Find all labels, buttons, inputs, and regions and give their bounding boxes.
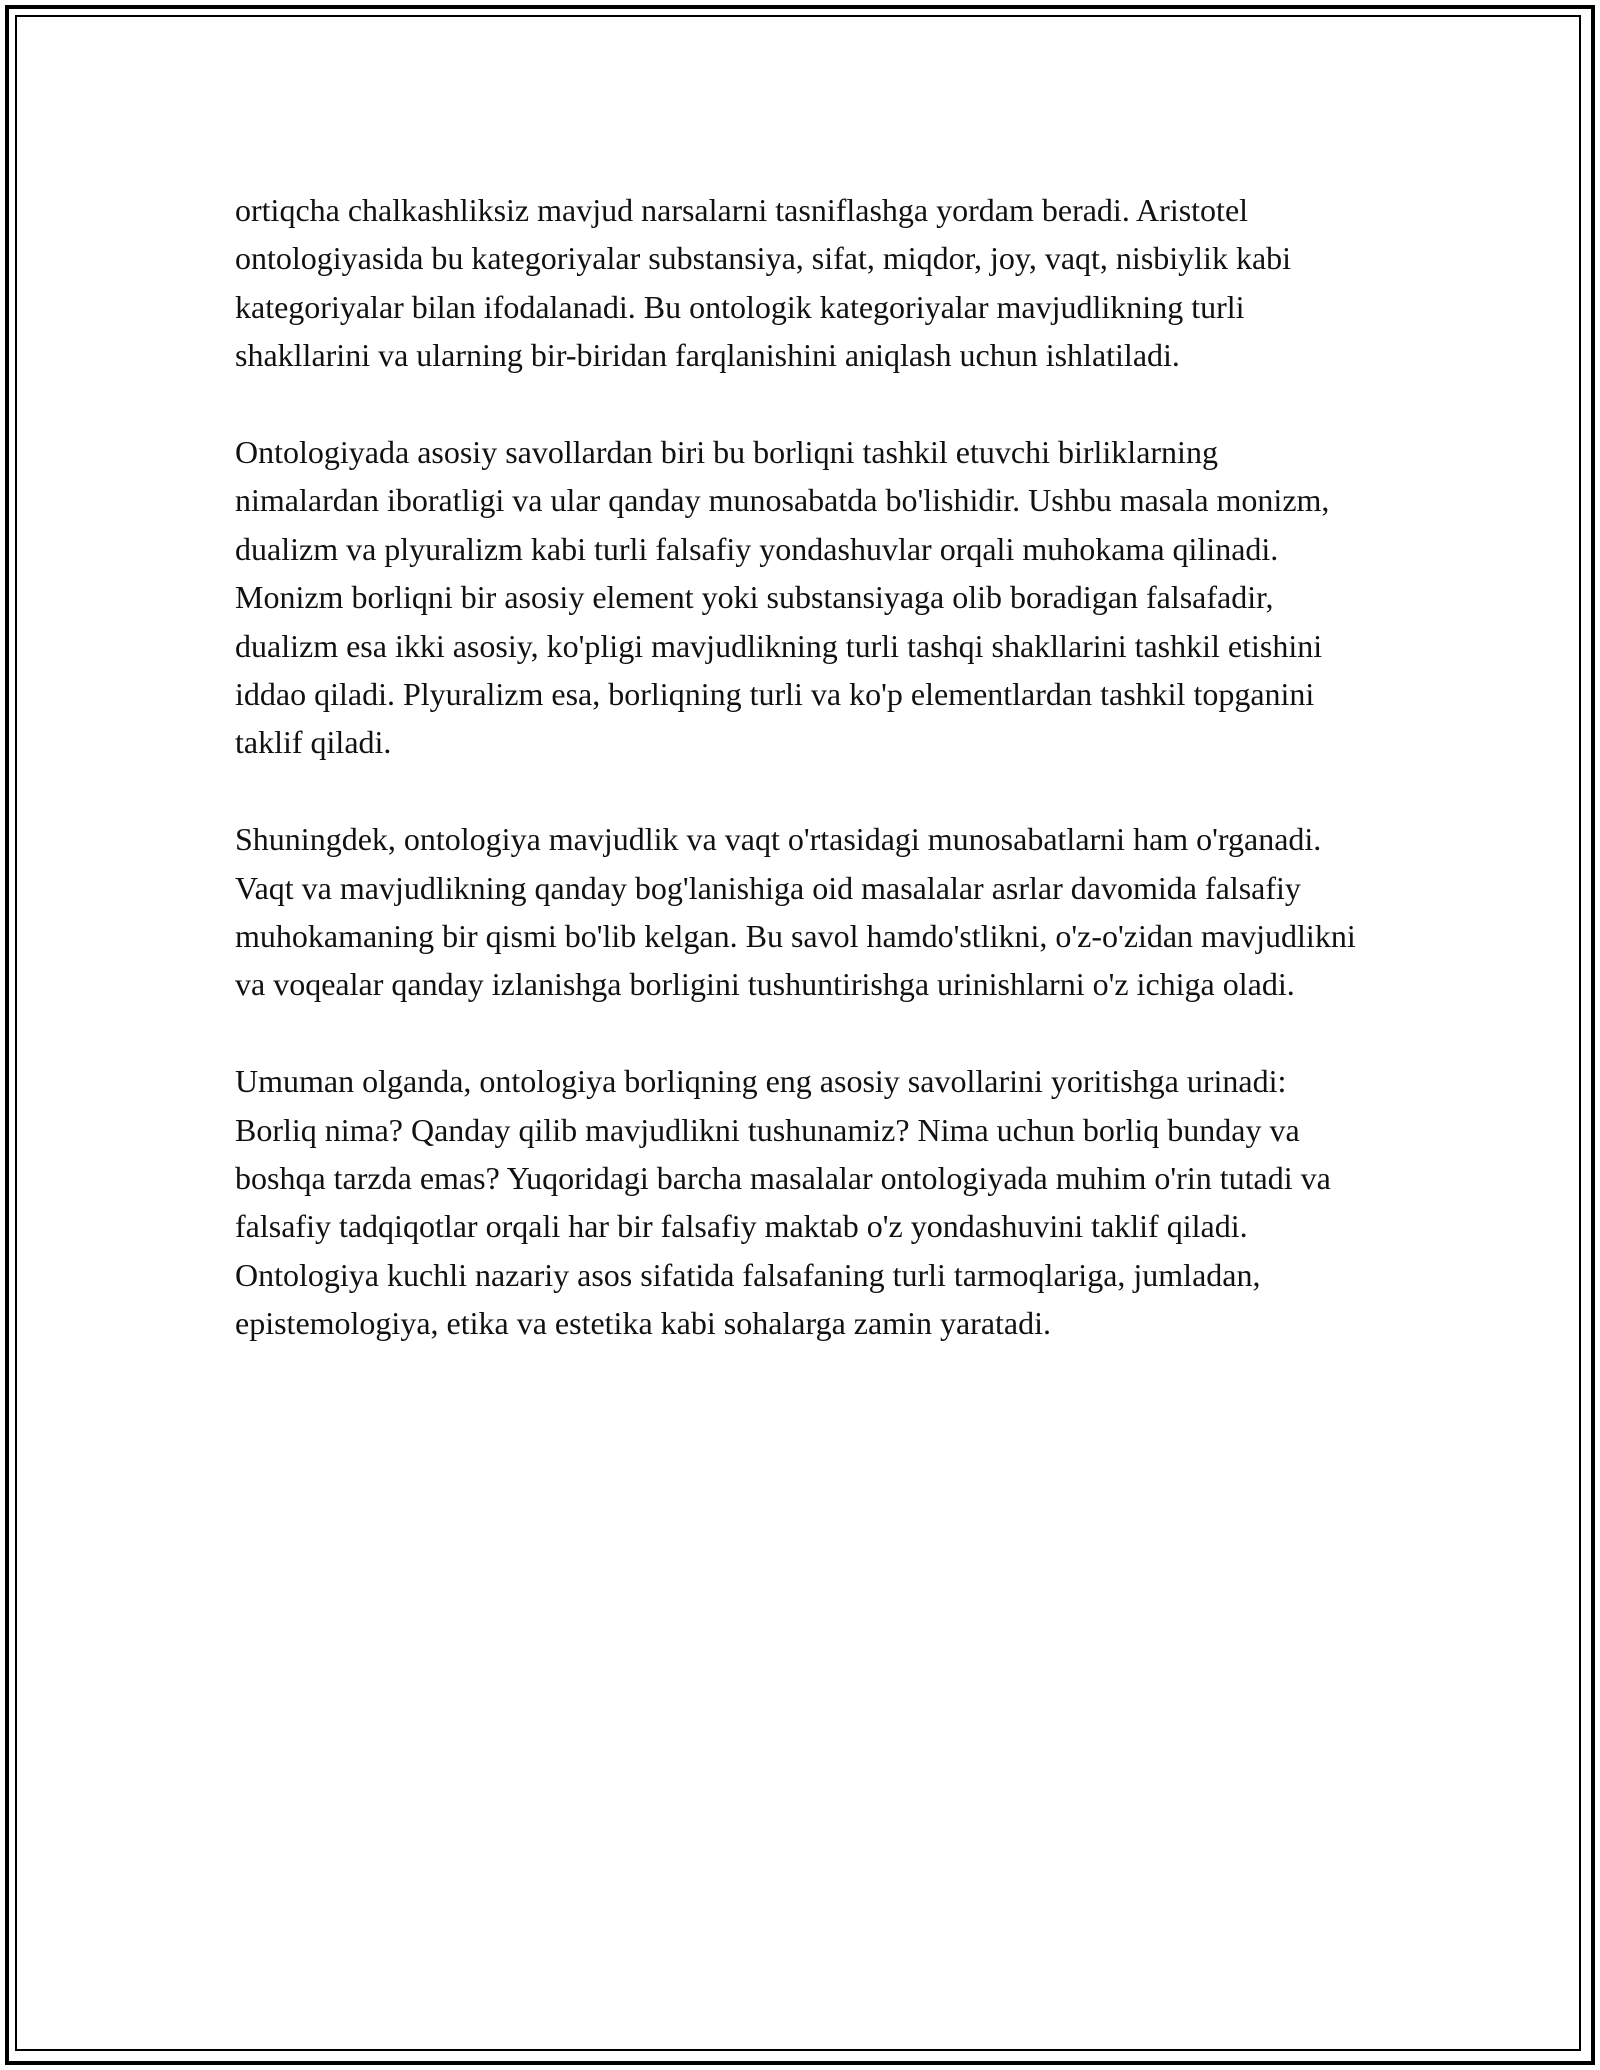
paragraph-4: Umuman olganda, ontologiya borliqning eng asosiy savollarini yoritishga urinadi: Borliq nima? Qanday qilib mavjudlikni tushunamiz? Nima uchun borliq bunday va boshqa tarzda emas? Yuqoridagi barcha masalalar ontologiyada muhim o'rin tutadi va falsafiy tadqiqotlar orqali har bir falsafiy maktab o'z yondashuvini taklif qiladi. Ontologiya kuchli nazariy asos sifatida falsafaning turli tarmoqlariga, jumladan, epistemologiya, etika va estetika kabi sohalarga zamin yaratadi. [235,1063,1331,1342]
paragraph-1: ortiqcha chalkashliksiz mavjud narsalarni tasniflashga yordam beradi. Aristotel ontologiyasida bu kategoriyalar substansiya, sifat, miqdor, joy, vaqt, nisbiylik kabi kategoriyalar bilan ifodalanadi. Bu ontologik kategoriyalar mavjudlikning turli shakllarini va ularning bir-biridan farqlanishini aniqlash uchun ishlatiladi. [235,192,1292,374]
document-body [235,186,1365,1348]
paragraph-3: Shuningdek, ontologiya mavjudlik va vaqt o'rtasidagi munosabatlarni ham o'rganadi. Vaqt va mavjudlikning qanday bog'lanishiga oid masalalar asrlar davomida falsafiy muhokamaning bir qismi bo'lib kelgan. Bu savol hamdo'stlikni, o'z-o'zidan mavjudlikni va voqealar qanday izlanishga borligini tushuntirishga urinishlarni o'z ichiga oladi. [235,821,1356,1003]
paragraph-2: Ontologiyada asosiy savollardan biri bu borliqni tashkil etuvchi birliklarning nimalardan iboratligi va ular qanday munosabatda bo'lishidir. Ushbu masala monizm, dualizm va plyuralizm kabi turli falsafiy yondashuvlar orqali muhokama qilinadi. Monizm borliqni bir asosiy element yoki substansiyaga olib boradigan falsafadir, dualizm esa ikki asosiy, ko'pligi mavjudlikning turli tashqi shakllarini tashkil etishini iddao qiladi. Plyuralizm esa, borliqning turli va ko'p elementlardan tashkil topganini taklif qiladi. [235,434,1330,761]
